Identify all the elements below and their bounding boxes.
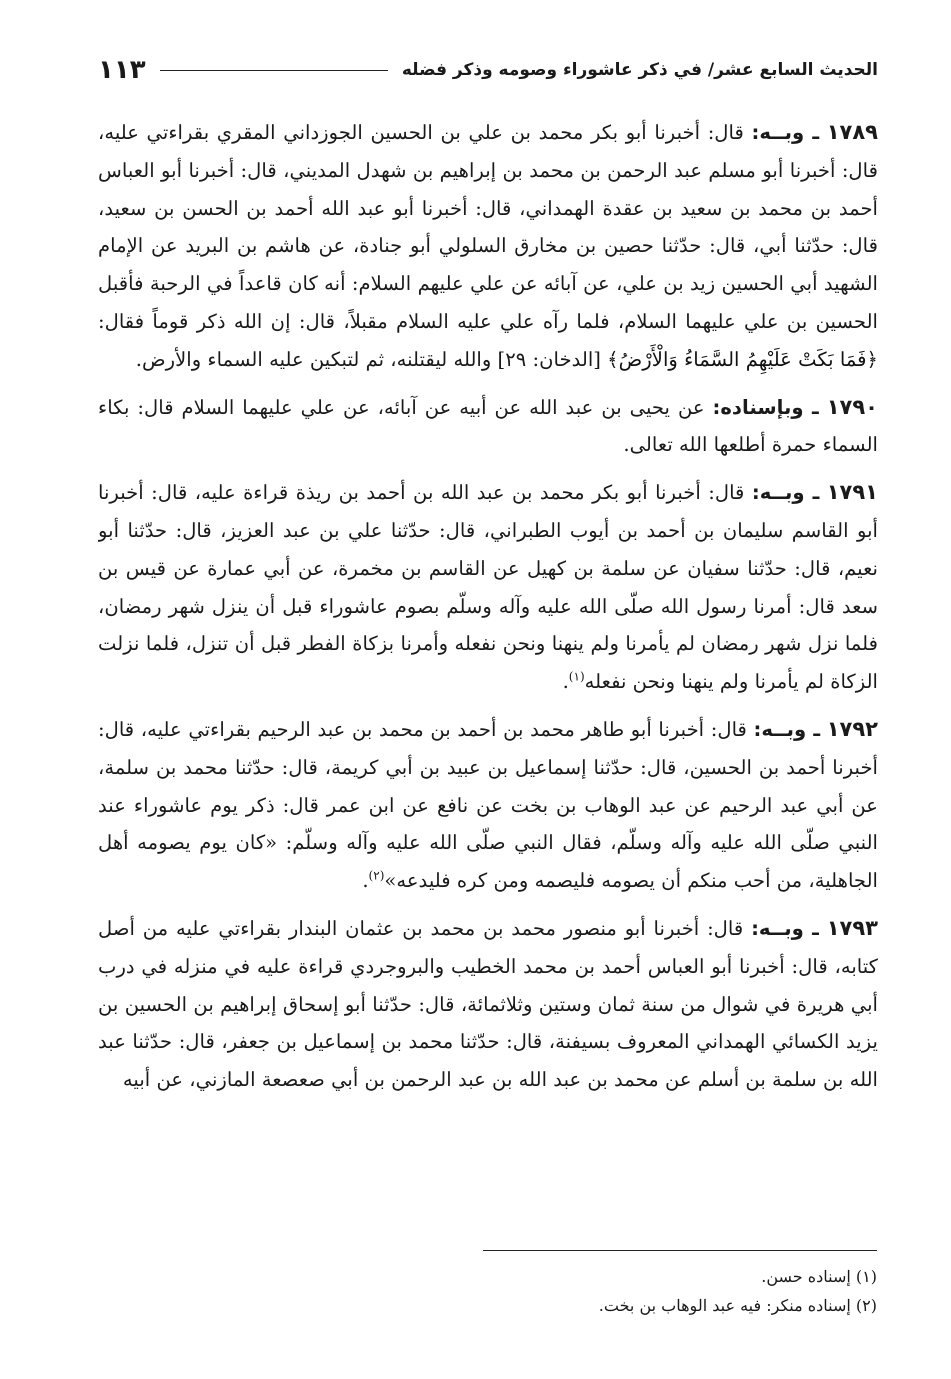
hadith-text: قال: أخبرنا أبو بكر محمد بن علي بن الحسين الجوزداني المقري بقراءتي عليه، قال: أخبرنا أبو مسلم عبد الرحمن بن محمد بن إبراهيم بن شهدل المديني، قال: أخبرنا أبو العباس أحمد بن محمد بن سعيد بن عقدة الهمداني، قال: أخبرنا أبو عبد الله أحمد بن الحسن بن سعيد، قال: حدّثنا أبي، قال: حدّثنا حصين بن مخارق السلولي أبو جنادة، عن هاشم بن البريد عن الإمام الشهيد أبي الحسين زيد بن علي، عن آبائه عن علي عليهم السلام: أنه كان قاعداً في الرحبة فأقبل الحسين بن علي عليهما السلام، فلما رآه علي عليه السلام مقبلاً، قال: إن الله ذكر قوماً فقال: [98, 121, 878, 333]
hadith-number: ١٧٩١ [826, 480, 878, 505]
hadith-1792 [98, 711, 878, 900]
hadith-number: ١٧٨٩ [826, 120, 878, 144]
hadith-text-end: [الدخان: ٢٩] والله ليقتلنه، ثم لتبكين عليه السماء والأرض. [135, 347, 608, 371]
hadith-lead: ـ وبإسناده: [712, 395, 819, 419]
footnote-1: (١) إسناده حسن. [761, 1267, 877, 1286]
hadith-text-end: . [562, 670, 569, 694]
running-head-rule [160, 70, 388, 71]
footnote-2: (٢) إسناده منكر: فيه عبد الوهاب بن بخت. [598, 1296, 877, 1315]
hadith-lead: ـ وبــه: [751, 481, 820, 505]
footnote-ref-2[interactable]: (٢) [368, 868, 385, 883]
book-page [98, 52, 878, 1260]
running-head [98, 52, 878, 88]
hadith-1791 [98, 474, 878, 701]
hadith-text: قال: أخبرنا أبو طاهر محمد بن أحمد بن محمد بن عبد الرحيم بقراءتي عليه، قال: أخبرنا أحمد بن الحسين، قال: حدّثنا إسماعيل بن عبيد بن أبي كريمة، قال: حدّثنا محمد بن سلمة، عن أبي عبد الرحيم عن عبد الوهاب بن بخت عن نافع عن ابن عمر قال: ذكر يوم عاشوراء عند النبي صلّى الله عليه وآله وسلّم، فقال النبي صلّى الله عليه وآله وسلّم: «كان يوم يصومه أهل الجاهلية، من أحب منكم أن يصومه فليصمه ومن كره فليدعه» [98, 717, 878, 893]
hadith-text: قال: أخبرنا أبو منصور محمد بن محمد بن عثمان البندار بقراءتي عليه من أصل كتابه، قال: أخبرنا أبو العباس أحمد بن محمد الخطيب والبروجردي قراءة عليه في منزله في درب أبي هريرة في شوال من سنة ثمان وستين وثلاثمائة، قال: حدّثنا أبو إسحاق إبراهيم بن الحسين بن يزيد الكسائي الهمداني المعروف بسيفنة، قال: حدّثنا محمد بن إسماعيل بن جعفر، قال: حدّثنا عبد الله بن سلمة بن أسلم عن محمد بن عبد الله بن عبد الرحمن بن أبي صعصعة المازني، عن أبيه [98, 916, 878, 1092]
hadith-number: ١٧٩٢ [826, 716, 878, 741]
hadith-number: ١٧٩٣ [826, 915, 878, 940]
hadith-list [98, 114, 878, 1260]
hadith-lead: ـ وبــه: [751, 121, 820, 144]
hadith-number: ١٧٩٠ [826, 394, 878, 419]
footnote-ref-1[interactable]: (١) [568, 669, 585, 684]
quran-verse: ﴿فَمَا بَكَتْ عَلَيْهِمُ السَّمَاءُ وَالْأَرْضُ﴾ [607, 347, 878, 371]
page-number: ١١٣ [98, 55, 146, 85]
footnotes [377, 1262, 877, 1320]
hadith-lead: ـ وبــه: [751, 916, 819, 940]
hadith-lead: ـ وبــه: [753, 717, 821, 741]
footnote-separator [483, 1250, 877, 1251]
hadith-text: قال: أخبرنا أبو بكر محمد بن عبد الله بن أحمد بن ريذة قراءة عليه، قال: أخبرنا أبو القاسم سليمان بن أحمد بن أيوب الطبراني، قال: حدّثنا علي بن عبد العزيز، قال: حدّثنا أبو نعيم، قال: حدّثنا سفيان عن سلمة بن كهيل عن القاسم بن مخمرة، عن أبي عمارة عن قيس بن سعد قال: أمرنا رسول الله صلّى الله عليه وآله وسلّم بصوم عاشوراء قبل أن ينزل شهر رمضان، فلما نزل شهر رمضان لم يأمرنا ولم ينهنا ونحن نفعله وأمرنا بزكاة الفطر قبل أن تنزل، فلما نزلت الزكاة لم يأمرنا ولم ينهنا ونحن نفعله [98, 481, 878, 694]
hadith-text: عن يحيى بن عبد الله عن أبيه عن آبائه، عن علي عليهما السلام قال: بكاء السماء حمرة أطلعها الله تعالى. [98, 395, 878, 457]
hadith-1790 [98, 389, 878, 465]
running-head-title: الحديث السابع عشر/ في ذكر عاشوراء وصومه وذكر فضله [401, 60, 878, 80]
hadith-1789 [98, 114, 878, 379]
hadith-1793 [98, 910, 878, 1099]
hadith-text-end: . [362, 869, 369, 893]
